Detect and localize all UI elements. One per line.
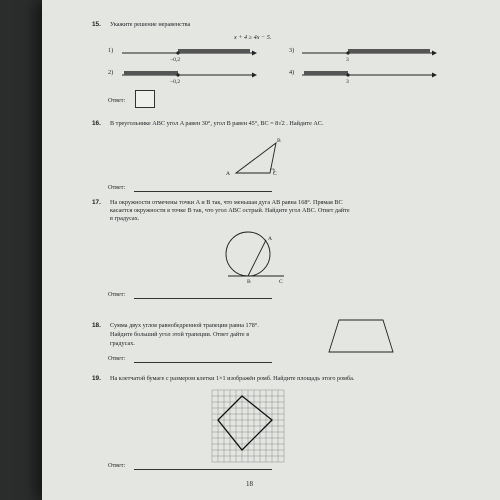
rhombus-shape (218, 396, 272, 450)
answer-line-17[interactable] (134, 298, 272, 299)
problem-16-number: 16. (92, 120, 101, 127)
page-number: 18 (246, 480, 253, 488)
problem-15-number: 15. (92, 21, 101, 28)
answer-label-17: Ответ: (108, 291, 126, 298)
answer-line-16[interactable] (134, 191, 272, 192)
circle-tangent-figure (222, 228, 302, 284)
problem-17-text-line1: На окружности отмечены точки A и B так, что меньшая дуга AB равна 168°. Прямая BC (110, 199, 343, 206)
problem-17-number: 17. (92, 199, 101, 206)
point-c-label: C (279, 279, 283, 285)
option-3-value: 3 (346, 57, 349, 63)
problem-15-inequality: x + 4 ≥ 4x − 5. (234, 34, 272, 41)
problem-18-text-line1: Сумма двух углов равнобедренной трапеции равна 178°. (110, 322, 259, 329)
vertex-b-label: B (277, 138, 281, 144)
answer-line-19[interactable] (134, 469, 272, 470)
number-line-option-3 (302, 44, 437, 66)
option-4-value: 3 (346, 79, 349, 85)
problem-18-text-line3: градусах. (110, 340, 135, 347)
problem-15-text: Укажите решение неравенства (110, 21, 191, 28)
problem-19-text: На клетчатой бумаге с размером клетки 1×1 изображён ромб. Найдите площадь этого ромба. (110, 375, 355, 382)
number-line-option-4 (302, 66, 437, 88)
triangle-figure (232, 137, 312, 182)
rhombus-grid-figure (212, 390, 284, 462)
option-4-label: 4) (289, 69, 295, 76)
worksheet-page (42, 0, 500, 500)
problem-19-number: 19. (92, 375, 101, 382)
point-b-label: B (247, 279, 251, 285)
problem-17-text-line3: в градусах. (110, 215, 140, 222)
option-3-label: 3) (289, 47, 295, 54)
number-line-option-2 (122, 66, 257, 88)
option-1-label: 1) (108, 47, 114, 54)
number-line-option-1 (122, 44, 257, 66)
vertex-a-label: A (226, 171, 231, 177)
option-1-value: −0,2 (170, 57, 181, 63)
answer-box-15[interactable] (135, 90, 155, 108)
problem-18-number: 18. (92, 322, 101, 329)
point-a-label: A (268, 236, 273, 242)
answer-label-16: Ответ: (108, 184, 126, 191)
problem-18-text-line2: Найдите больший угол этой трапеции. Ответ дайте в (110, 331, 250, 338)
answer-line-18[interactable] (134, 362, 272, 363)
vertex-c-label: C (273, 171, 277, 177)
option-2-value: −0,2 (170, 79, 181, 85)
answer-label-18: Ответ: (108, 355, 126, 362)
option-2-label: 2) (108, 69, 114, 76)
answer-label-15: Ответ: (108, 97, 126, 104)
answer-label-19: Ответ: (108, 462, 126, 469)
trapezoid-figure (327, 318, 407, 358)
problem-16-text: В треугольнике ABC угол A равен 30°, угол B равен 45°, BC = 8√2 . Найдите AC. (110, 120, 324, 127)
problem-17-text-line2: касается окружности в точке B так, что угол ABC острый. Найдите угол ABC. Ответ дайте (110, 207, 350, 214)
